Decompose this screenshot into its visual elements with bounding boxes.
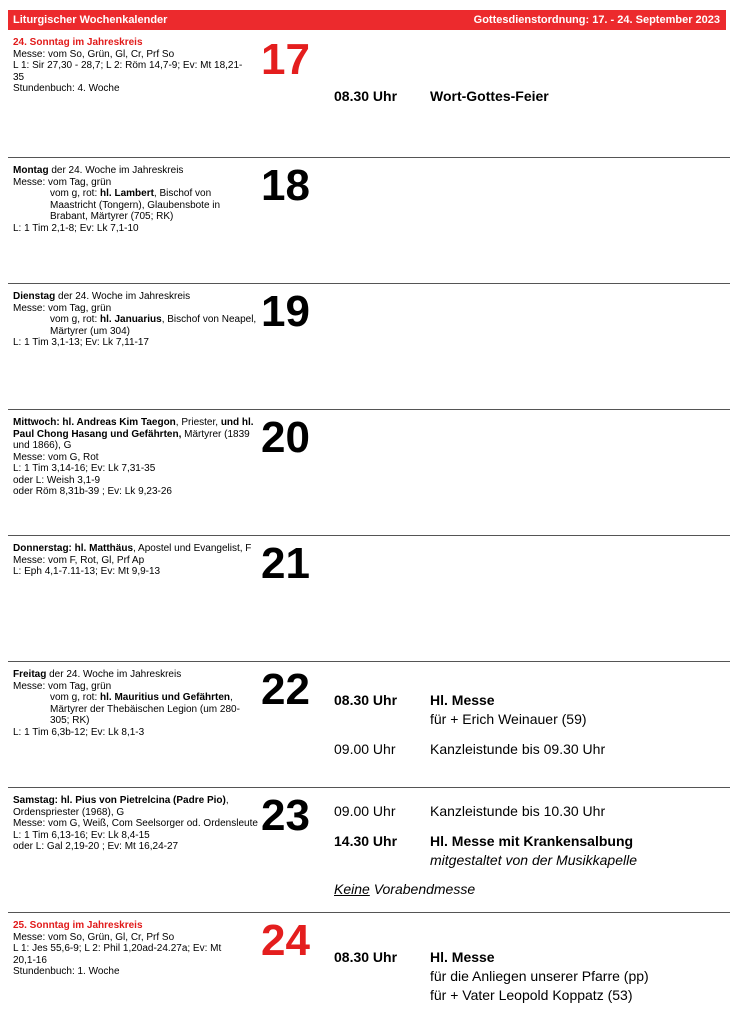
event-time: 08.30 Uhr [334,692,398,708]
header-date-range: Gottesdienstordnung: 17. - 24. September 2023 [473,14,720,26]
saint-name: hl. Lambert [100,188,154,199]
day-number: 21 [261,539,310,588]
day-title-rest: der 24. Woche im Jahreskreis [46,669,182,680]
info-line: oder Röm 8,31b-39 ; Ev: Lk 9,23-26 [13,486,172,497]
day-title-rest: , Ordenspriester (1968), G [13,795,229,818]
day-info [13,165,258,234]
info-prefix: vom g, rot: [50,314,101,325]
day-info [13,291,258,349]
event-subtitle: mitgestaltet von der Musikkapelle [430,852,637,868]
day-info [13,417,258,498]
info-line: Messe: vom Tag, grün [13,302,112,314]
event-title: Wort-Gottes-Feier [430,88,549,104]
day-22 [8,661,730,787]
event-time: 09.00 Uhr [334,741,396,757]
info-line: Stundenbuch: 4. Woche [13,83,120,94]
day-title-rest: , Apostel und Evangelist, F [133,543,252,554]
day-info [13,37,258,95]
info-line: Messe: vom So, Grün, Gl, Cr, Prf So [13,931,175,943]
day-title: Montag [13,165,49,176]
info-line: L: 1 Tim 2,1-8; Ev: Lk 7,1-10 [13,222,139,234]
info-line: 20,1-16 [13,954,47,966]
event-time: 09.00 Uhr [334,803,396,819]
event-title: Hl. Messe [430,949,495,965]
info-prefix: vom g, rot: [50,692,101,703]
day-17 [8,30,730,156]
day-title-rank: Märtyrer (1839 und 1866), G [13,428,250,451]
header-title: Liturgischer Wochenkalender [13,14,168,26]
info-indented [13,692,258,727]
day-title: Dienstag [13,291,56,302]
info-rest: , Märtyrer der Thebäischen Legion (um 280-305; RK) [50,692,240,726]
info-line: L 1: Jes 55,6-9; L 2: Phil 1,20ad-24.27a; Ev: Mt [13,943,222,954]
info-line: L: 1 Tim 3,1-13; Ev: Lk 7,11-17 [13,337,149,348]
day-title-rest: der 24. Woche im Jahreskreis [55,291,191,302]
event-title: Kanzleistunde bis 09.30 Uhr [430,741,606,757]
info-line: oder L: Weish 3,1-9 [13,474,101,486]
info-line: Messe: vom So, Grün, Gl, Cr, Prf So [13,48,175,60]
info-rest: , Bischof von Neapel, Märtyrer (um 304) [50,314,257,337]
info-line: Messe: vom Tag, grün [13,176,112,188]
info-line: Messe: vom G, Rot [13,451,99,463]
info-line: L: 1 Tim 6,3b-12; Ev: Lk 8,1-3 [13,726,145,738]
note-text: Vorabendmesse [369,881,476,897]
day-number: 17 [261,35,310,84]
calendar-header [8,10,726,30]
day-title: Mittwoch: hl. Andreas Kim Taegon [13,417,176,428]
info-rest: , Bischof von Maastricht (Tongern), Glaubensbote in Brabant, Märtyrer (705; RK) [50,188,221,222]
day-number: 20 [261,413,310,462]
day-number: 19 [261,287,310,336]
day-title: Freitag [13,669,47,680]
event-time: 08.30 Uhr [334,949,398,965]
day-title: 24. Sonntag im Jahreskreis [13,37,143,48]
info-line: L 1: Sir 27,30 - 28,7; L 2: Röm 14,7-9; Ev: Mt 18,21- [13,60,243,71]
info-prefix: vom g, rot: [50,188,101,199]
info-line: 35 [13,71,25,83]
info-line: Messe: vom G, Weiß, Com Seelsorger od. Ordensleute [13,818,258,829]
info-line: Messe: vom Tag, grün [13,680,112,692]
event-time: 14.30 Uhr [334,833,398,849]
event-subtitle: für + Erich Weinauer (59) [430,711,587,727]
day-20 [8,409,730,535]
info-line: L: 1 Tim 6,13-16; Ev: Lk 8,4-15 [13,829,150,841]
day-18 [8,157,730,283]
saint-name: hl. Mauritius und Gefährten [100,692,231,703]
day-number: 24 [261,916,310,965]
info-line: oder L: Gal 2,19-20 ; Ev: Mt 16,24-27 [13,841,179,852]
day-number: 18 [261,161,310,210]
day-info [13,795,258,853]
day-title-cont: und hl. Paul Chong Hasang und Gefährten, [13,417,254,440]
event-subtitle: für die Anliegen unserer Pfarre (pp) [430,968,649,984]
info-line: L: 1 Tim 3,14-16; Ev: Lk 7,31-35 [13,463,156,474]
day-title-rest: , Priester, [175,417,221,428]
info-indented [13,188,258,223]
day-19 [8,283,730,409]
event-title: Hl. Messe [430,692,495,708]
event-time: 08.30 Uhr [334,88,398,104]
day-title-rest: der 24. Woche im Jahreskreis [48,165,184,176]
day-info [13,669,258,738]
info-line: L: Eph 4,1-7.11-13; Ev: Mt 9,9-13 [13,566,161,577]
info-line: Messe: vom F, Rot, Gl, Prf Ap [13,554,145,566]
day-23 [8,787,730,912]
info-line: Stundenbuch: 1. Woche [13,966,120,977]
note-emphasis: Keine [334,881,370,897]
day-24 [8,912,730,1025]
day-21 [8,535,730,661]
day-number: 23 [261,791,310,840]
info-indented [13,314,258,337]
day-number: 22 [261,665,310,714]
day-info [13,543,258,578]
day-title: 25. Sonntag im Jahreskreis [13,920,143,931]
day-title: Donnerstag: hl. Matthäus [13,543,134,554]
day-info [13,920,258,978]
event-title: Kanzleistunde bis 10.30 Uhr [430,803,606,819]
event-subtitle: für + Vater Leopold Koppatz (53) [430,987,633,1003]
event-title: Hl. Messe mit Krankensalbung [430,833,634,849]
day-title: Samstag: hl. Pius von Pietrelcina (Padre Pio) [13,795,226,806]
saint-name: hl. Januarius [100,314,162,325]
